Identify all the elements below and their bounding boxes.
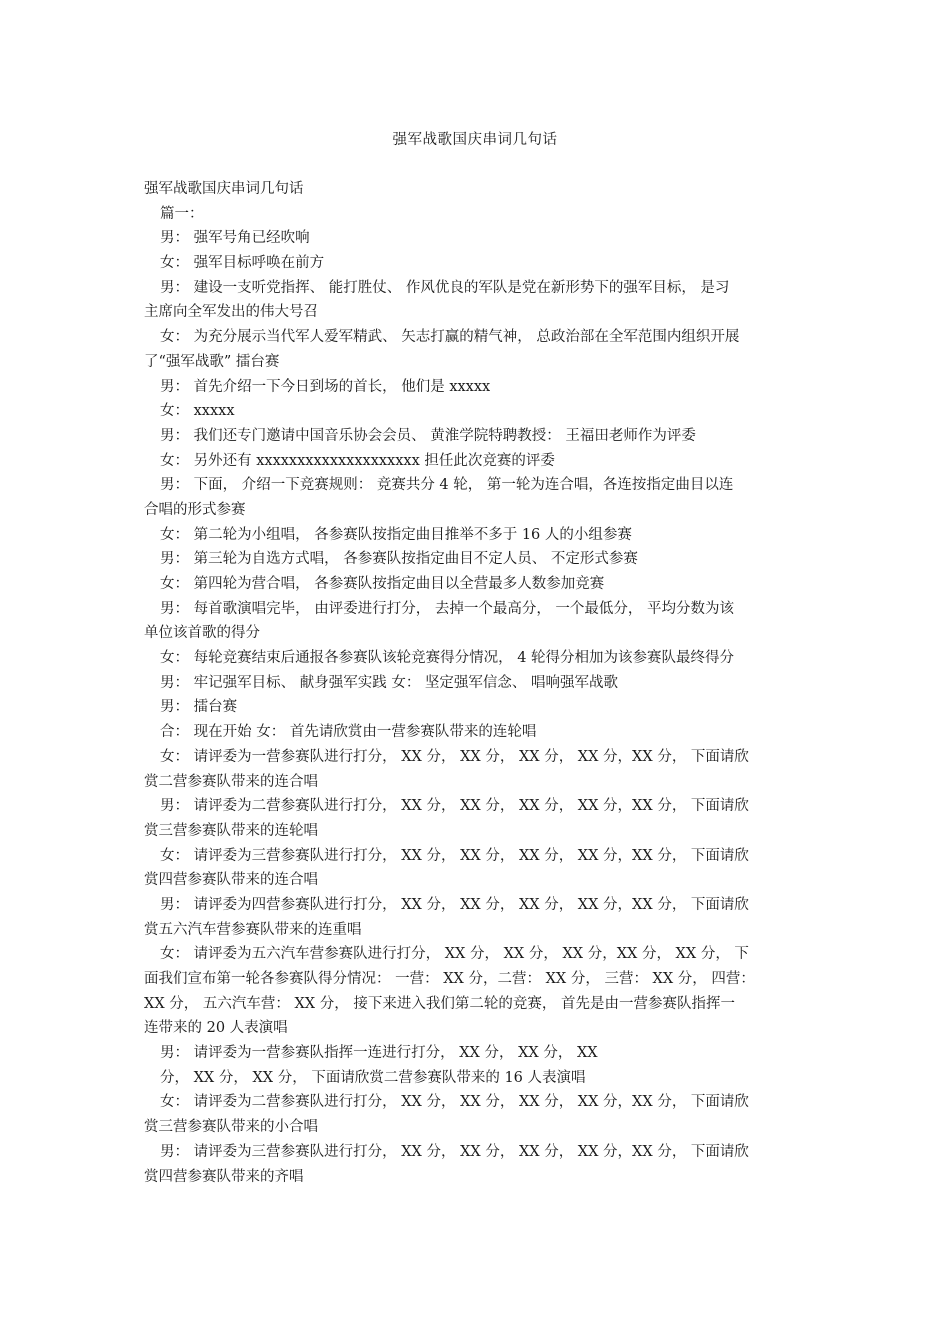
text-line: 女： 另外还有 xxxxxxxxxxxxxxxxxxxx 担任此次竞赛的评委	[160, 452, 555, 469]
text-line: 单位该首歌的得分	[144, 625, 260, 642]
text-line: 女： 第四轮为营合唱， 各参赛队按指定曲目以全营最多人数参加竞赛	[160, 576, 605, 592]
text-line: 男： 每首歌演唱完毕， 由评委进行打分， 去掉一个最高分， 一个最低分， 平均分数为该	[160, 600, 735, 617]
text-line: 男： 我们还专门邀请中国音乐协会会员、 黄淮学院特聘教授： 王福田老师作为评委	[160, 427, 696, 444]
text-line: 男： 请评委为二营参赛队进行打分， XX 分， XX 分， XX 分， XX 分，XX 分， 下面请欣	[160, 798, 749, 815]
text-line: 赏三营参赛队带来的连轮唱	[144, 822, 318, 839]
text-line: 女： 请评委为五六汽车营参赛队进行打分， XX 分， XX 分， XX 分，XX 分， XX 分， 下	[160, 946, 749, 963]
text-line: 合： 现在开始 女： 首先请欣赏由一营参赛队带来的连轮唱	[160, 724, 537, 741]
text-line: 女： 为充分展示当代军人爱军精武、 矢志打赢的精气神， 总政治部在全军范围内组织开展	[160, 329, 740, 346]
text-line: XX 分， 五六汽车营： XX 分， 接下来进入我们第二轮的竞赛， 首先是由一营参赛队指挥一	[144, 995, 735, 1012]
document-title: 强军战歌国庆串词几句话	[392, 132, 558, 148]
text-line: 女： 强军目标呼唤在前方	[160, 255, 325, 272]
text-line: 篇一：	[160, 205, 204, 222]
text-line: 面我们宣布第一轮各参赛队得分情况： 一营： XX 分，二营： XX 分， 三营： XX 分， 四营：	[144, 971, 755, 987]
text-line: 女： 请评委为二营参赛队进行打分， XX 分， XX 分， XX 分， XX 分，XX 分， 下面请欣	[160, 1094, 749, 1111]
text-line: 赏四营参赛队带来的连合唱	[144, 872, 318, 889]
text-line: 男： 强军号角已经吹响	[160, 230, 310, 247]
text-line: 男： 第三轮为自选方式唱， 各参赛队按指定曲目不定人员、 不定形式参赛	[160, 551, 638, 568]
text-line: 男： 牢记强军目标、 献身强军实践 女： 坚定强军信念、 唱响强军战歌	[160, 674, 619, 691]
text-line: 女： 第二轮为小组唱， 各参赛队按指定曲目推举不多于 16 人的小组参赛	[160, 526, 632, 543]
text-line: 连带来的 20 人表演唱	[144, 1020, 288, 1037]
text-line: 了“强军战歌” 擂台赛	[144, 353, 280, 370]
text-line: 男： 下面， 介绍一下竞赛规则： 竞赛共分 4 轮， 第一轮为连合唱，各连按指定曲目以连	[160, 477, 734, 494]
text-line: 强军战歌国庆串词几句话	[144, 181, 304, 197]
text-line: 男： 擂台赛	[160, 699, 238, 716]
text-line: 男： 建设一支听党指挥、 能打胜仗、 作风优良的军队是党在新形势下的强军目标， 是习	[160, 279, 730, 296]
text-line: 赏二营参赛队带来的连合唱	[144, 773, 318, 790]
text-line: 女： xxxxx	[160, 403, 235, 420]
text-line: 男： 请评委为四营参赛队进行打分， XX 分， XX 分， XX 分， XX 分，XX 分， 下面请欣	[160, 896, 749, 913]
text-line: 女： 每轮竞赛结束后通报各参赛队该轮竞赛得分情况， 4 轮得分相加为该参赛队最终得分	[160, 650, 735, 667]
text-line: 男： 首先介绍一下今日到场的首长， 他们是 xxxxx	[160, 378, 491, 395]
text-line: 合唱的形式参赛	[144, 501, 246, 518]
text-line: 男： 请评委为三营参赛队进行打分， XX 分， XX 分， XX 分， XX 分，XX 分， 下面请欣	[160, 1143, 749, 1160]
text-line: 赏五六汽车营参赛队带来的连重唱	[144, 921, 362, 938]
text-line: 女： 请评委为一营参赛队进行打分， XX 分， XX 分， XX 分， XX 分，XX 分， 下面请欣	[160, 748, 749, 765]
text-line: 赏四营参赛队带来的齐唱	[144, 1168, 304, 1185]
text-line: 赏三营参赛队带来的小合唱	[144, 1119, 318, 1136]
text-line: 男： 请评委为一营参赛队指挥一连进行打分， XX 分， XX 分， XX	[160, 1045, 598, 1062]
text-line: 分， XX 分， XX 分， 下面请欣赏二营参赛队带来的 16 人表演唱	[160, 1069, 586, 1086]
document-body	[144, 177, 809, 1189]
text-line: 主席向全军发出的伟大号召	[144, 304, 318, 321]
text-line: 女： 请评委为三营参赛队进行打分， XX 分， XX 分， XX 分， XX 分，XX 分， 下面请欣	[160, 847, 749, 864]
